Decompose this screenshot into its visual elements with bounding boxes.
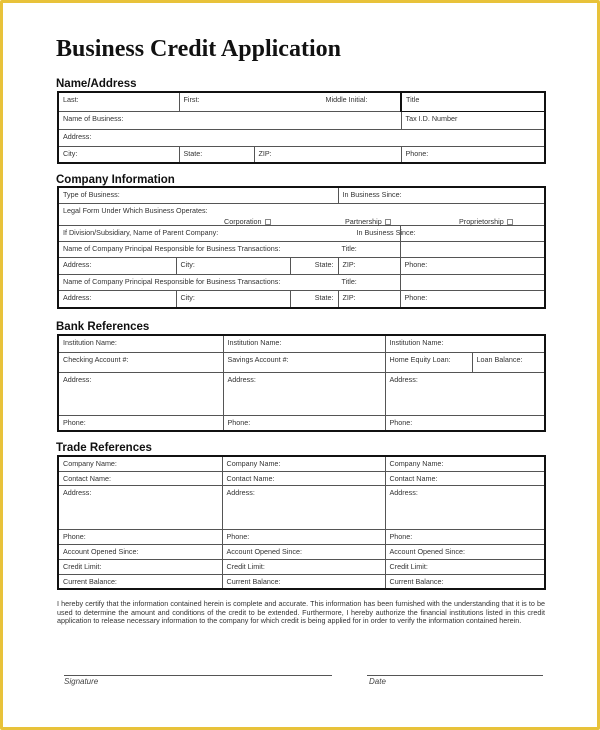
company-city-field[interactable]: City: [176,257,290,274]
bank3-institution-field[interactable]: Institution Name: [385,335,545,352]
trade1-opened-field[interactable]: Account Opened Since: [58,544,222,559]
trade3-address-field[interactable]: Address: [385,485,545,529]
trade2-phone-field[interactable]: Phone: [222,529,385,544]
zip-field[interactable]: ZIP: [254,146,401,163]
company-address-field[interactable]: Address: [58,257,176,274]
trade1-address-field[interactable]: Address: [58,485,222,529]
trade3-company-field[interactable]: Company Name: [385,456,545,471]
signature-label: Signature [64,677,99,686]
section-name-address: Name/Address [56,78,137,90]
company-state-field[interactable]: State: [290,257,338,274]
state-field[interactable]: State: [179,146,254,163]
principal-name-field-2[interactable]: Name of Company Principal Responsible for Business Transactions: [58,274,400,290]
trade2-address-field[interactable]: Address: [222,485,385,529]
trade1-contact-field[interactable]: Contact Name: [58,471,222,485]
partnership-option[interactable]: Partnership [345,217,391,226]
signature-line[interactable] [64,675,332,676]
trade2-contact-field[interactable]: Contact Name: [222,471,385,485]
bank1-address-field[interactable]: Address: [58,372,223,415]
company-city-field-2[interactable]: City: [176,290,290,308]
parent-company-field[interactable]: If Division/Subsidiary, Name of Parent Company: [58,225,400,241]
proprietorship-option[interactable]: Proprietorship [459,217,513,226]
corporation-checkbox[interactable] [265,219,271,225]
business-name-field[interactable]: Name of Business: [58,111,401,129]
company-info-table [57,186,546,309]
certification-text: I hereby certify that the information contained herein is complete and accurate. This information has been furnished with the understanding that it is to be used to determine the amount and conditions of the credit to be extended. Furthermore, I hereby authorize the financial institutions listed in this credit application to release necessary information to the company for which credit is being applied for in order to verify the information contained herein. [57,599,545,626]
bank2-phone-field[interactable]: Phone: [223,415,385,431]
trade1-company-field[interactable]: Company Name: [58,456,222,471]
trade1-balance-field[interactable]: Current Balance: [58,574,222,589]
savings-account-field[interactable]: Savings Account #: [223,352,385,372]
principal-title-field[interactable]: Title: [400,241,545,257]
first-name-field[interactable]: First: Middle Initial: [179,92,401,111]
principal-name-field[interactable]: Name of Company Principal Responsible for Business Transactions: [58,241,400,257]
last-name-field[interactable]: Last: [58,92,179,111]
title-field[interactable]: Title [401,92,545,111]
company-zip-field[interactable]: ZIP: [338,257,400,274]
principal-title-field-2[interactable]: Title: [400,274,545,290]
bank2-address-field[interactable]: Address: [223,372,385,415]
trade2-company-field[interactable]: Company Name: [222,456,385,471]
company-phone-field[interactable]: Phone: [400,257,545,274]
division-since-field[interactable]: In Business Since: [400,225,545,241]
loan-balance-field[interactable]: Loan Balance: [472,352,545,372]
page-title: Business Credit Application [56,36,341,62]
bank-references-table [57,334,546,432]
trade3-contact-field[interactable]: Contact Name: [385,471,545,485]
business-type-field[interactable]: Type of Business: [58,187,338,203]
section-company-info: Company Information [56,174,175,186]
trade2-opened-field[interactable]: Account Opened Since: [222,544,385,559]
date-line[interactable] [367,675,543,676]
section-trade-references: Trade References [56,442,152,454]
middle-initial-label: Middle Initial: [325,95,368,104]
trade1-limit-field[interactable]: Credit Limit: [58,559,222,574]
city-field[interactable]: City: [58,146,179,163]
company-state-field-2[interactable]: State: [290,290,338,308]
bank3-address-field[interactable]: Address: [385,372,545,415]
bank1-institution-field[interactable]: Institution Name: [58,335,223,352]
trade3-balance-field[interactable]: Current Balance: [385,574,545,589]
section-bank-references: Bank References [56,321,150,333]
checking-account-field[interactable]: Checking Account #: [58,352,223,372]
phone-field[interactable]: Phone: [401,146,545,163]
proprietorship-checkbox[interactable] [507,219,513,225]
home-equity-field[interactable]: Home Equity Loan: [385,352,472,372]
bank2-institution-field[interactable]: Institution Name: [223,335,385,352]
tax-id-field[interactable]: Tax I.D. Number [401,111,545,129]
trade-references-table [57,455,546,590]
trade3-phone-field[interactable]: Phone: [385,529,545,544]
partnership-checkbox[interactable] [385,219,391,225]
company-address-field-2[interactable]: Address: [58,290,176,308]
trade3-limit-field[interactable]: Credit Limit: [385,559,545,574]
business-since-field[interactable]: In Business Since: [338,187,545,203]
trade1-phone-field[interactable]: Phone: [58,529,222,544]
trade3-opened-field[interactable]: Account Opened Since: [385,544,545,559]
legal-form-field: Legal Form Under Which Business Operates: Corporation Partnership Proprietorship [58,203,545,225]
name-address-table [57,91,546,164]
company-phone-field-2[interactable]: Phone: [400,290,545,308]
trade2-limit-field[interactable]: Credit Limit: [222,559,385,574]
corporation-option[interactable]: Corporation [224,217,271,226]
address-field[interactable]: Address: [58,129,545,146]
bank3-phone-field[interactable]: Phone: [385,415,545,431]
date-label: Date [369,677,386,686]
trade2-balance-field[interactable]: Current Balance: [222,574,385,589]
company-zip-field-2[interactable]: ZIP: [338,290,400,308]
bank1-phone-field[interactable]: Phone: [58,415,223,431]
